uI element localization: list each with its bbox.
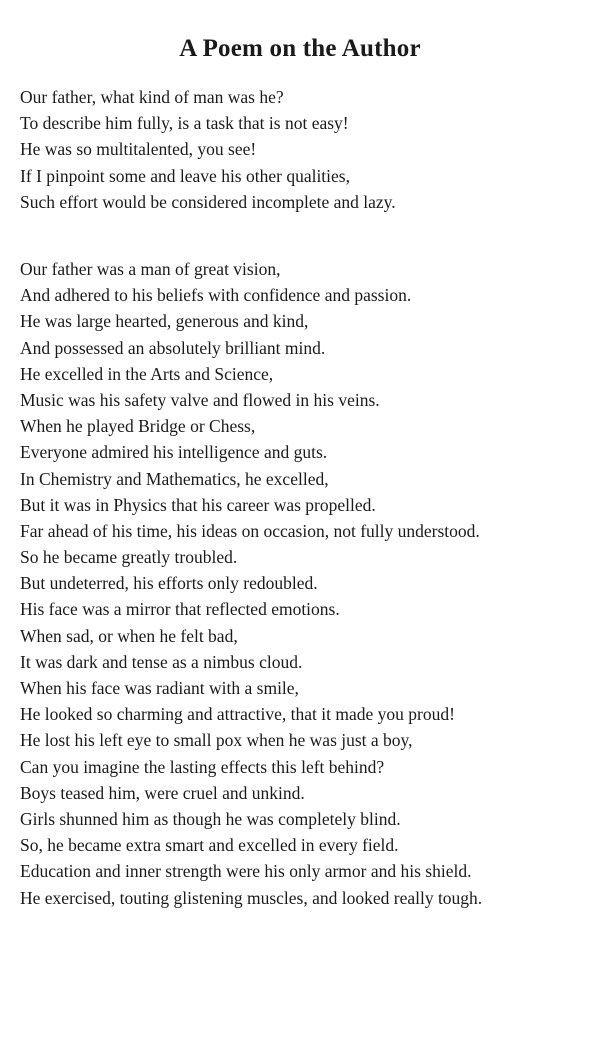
- poem-line: Our father, what kind of man was he?: [20, 87, 284, 107]
- poem-line: So he became greatly troubled.: [20, 547, 238, 568]
- poem-line: He looked so charming and attractive, that it made you proud!: [20, 704, 455, 725]
- poem-line: It was dark and tense as a nimbus cloud.: [20, 651, 303, 672]
- stanza-1: [20, 84, 595, 215]
- poem-line: When sad, or when he felt bad,: [20, 625, 238, 646]
- poem-line: Such effort would be considered incomplete and lazy.: [20, 191, 396, 212]
- poem-line: Education and inner strength were his only armor and his shield.: [20, 861, 472, 882]
- poem-line: Far ahead of his time, his ideas on occasion, not fully understood.: [20, 520, 480, 541]
- poem-line: He exercised, touting glistening muscles, and looked really tough.: [20, 887, 483, 908]
- poem-line: So, he became extra smart and excelled in every field.: [20, 835, 399, 856]
- poem-line: He was so multitalented, you see!: [20, 139, 257, 160]
- poem-line: To describe him fully, is a task that is not easy!: [20, 113, 349, 134]
- poem-line: Our father was a man of great vision,: [20, 259, 281, 279]
- poem-line: His face was a mirror that reflected emotions.: [20, 599, 340, 620]
- poem-line: But undeterred, his efforts only redoubled.: [20, 573, 318, 594]
- poem-line: Everyone admired his intelligence and guts.: [20, 442, 328, 463]
- poem-line: He excelled in the Arts and Science,: [20, 363, 274, 384]
- poem-line: He was large hearted, generous and kind,: [20, 311, 309, 332]
- poem-line: Music was his safety valve and flowed in his veins.: [20, 389, 380, 410]
- poem-line: When his face was radiant with a smile,: [20, 678, 299, 698]
- poem-line: He lost his left eye to small pox when he was just a boy,: [20, 730, 413, 751]
- stanza-2: [20, 256, 595, 911]
- poem-line: Girls shunned him as though he was completely blind.: [20, 808, 401, 829]
- poem-line: And adhered to his beliefs with confidence and passion.: [20, 285, 412, 306]
- poem-line: In Chemistry and Mathematics, he excelled,: [20, 468, 329, 489]
- poem-line: And possessed an absolutely brilliant mind.: [20, 337, 326, 358]
- poem-line: If I pinpoint some and leave his other qualities,: [20, 165, 350, 186]
- poem-line: Can you imagine the lasting effects this left behind?: [20, 756, 385, 777]
- poem-line: Boys teased him, were cruel and unkind.: [20, 782, 305, 803]
- poem-line: When he played Bridge or Chess,: [20, 416, 256, 437]
- poem-line: But it was in Physics that his career was propelled.: [20, 494, 376, 515]
- poem-title: A Poem on the Author: [179, 35, 421, 62]
